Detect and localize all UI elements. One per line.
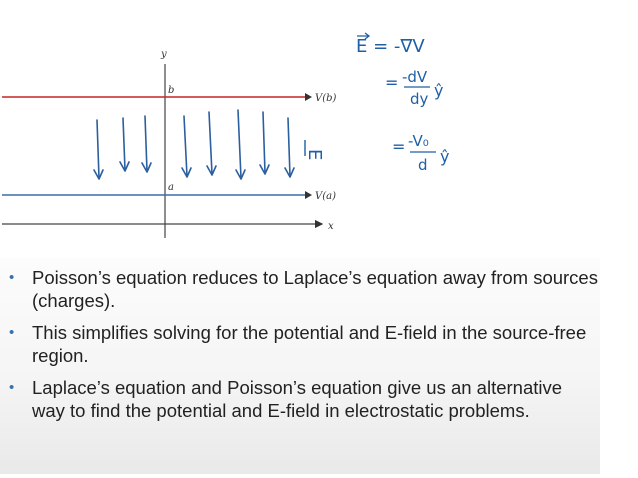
field-diagram	[0, 28, 492, 240]
bottom-plate-arrowhead	[305, 191, 312, 199]
field-arrow	[142, 116, 151, 172]
figure-panel	[0, 28, 492, 240]
top-plate-label: V(b)	[315, 93, 337, 104]
equation-line-2-num: -dV	[402, 68, 428, 86]
bottom-plate-label: V(a)	[315, 191, 336, 202]
bullet-item	[0, 376, 600, 422]
point-a-label: a	[168, 182, 174, 193]
bullet-item	[0, 321, 600, 367]
x-axis-label: x	[328, 221, 334, 232]
equation-line-2-den: dy	[410, 90, 429, 108]
field-label-e	[304, 140, 325, 160]
field-arrow	[207, 112, 216, 175]
equation-line-3-unit: ŷ	[440, 147, 450, 166]
bullet-dot-icon: •	[9, 324, 15, 341]
field-arrow	[236, 110, 245, 179]
equation-line-2-unit: ŷ	[434, 81, 444, 100]
field-label-text: E	[304, 149, 325, 161]
field-arrow	[285, 118, 294, 177]
bullet-text: Laplace’s equation and Poisson’s equation give us an alternative way to find the potential and E-field in electrostatic problems.	[32, 377, 563, 421]
equation-line-3-den: d	[418, 156, 428, 174]
equation-line-3-eq: =	[392, 137, 406, 156]
equation-line-2-eq: =	[385, 73, 399, 92]
handwritten-equations	[356, 33, 449, 174]
bullet-item	[0, 266, 600, 312]
bullet-dot-icon: •	[9, 269, 15, 286]
field-arrows	[94, 110, 294, 179]
top-plate-arrowhead	[305, 93, 312, 101]
field-arrow	[120, 118, 129, 171]
bullet-list	[0, 258, 600, 422]
bullet-dot-icon: •	[9, 379, 15, 396]
point-b-label: b	[168, 85, 175, 96]
bullet-list-panel	[0, 258, 600, 474]
bullet-text: This simplifies solving for the potential and E-field in the source-free region.	[32, 322, 587, 366]
field-arrow	[260, 112, 269, 174]
equation-line-3-num: -V₀	[408, 132, 429, 150]
equation-line-1: E = -∇V	[356, 36, 425, 57]
bullet-text: Poisson’s equation reduces to Laplace’s equation away from sources (charges).	[32, 267, 598, 311]
field-arrow	[94, 120, 103, 179]
y-axis-label: y	[161, 49, 167, 60]
field-arrow	[182, 116, 191, 177]
